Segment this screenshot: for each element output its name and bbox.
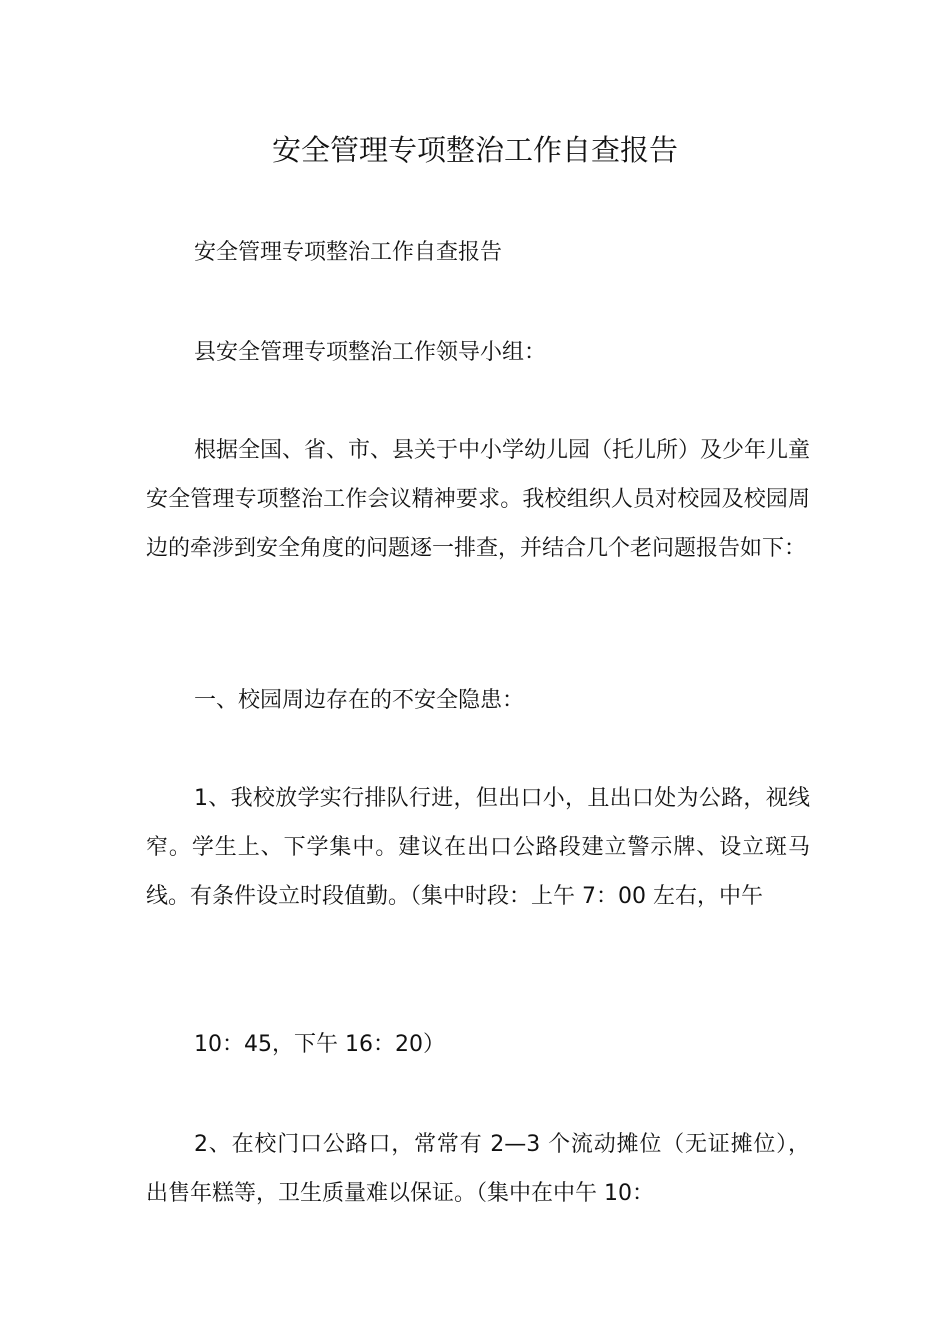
- paragraph-item-1: 1、我校放学实行排队行进，但出口小，且出口处为公路，视线窄。学生上、下学集中。建议在出口公路段建立警示牌、设立斑马线。有条件设立时段值勤。（集中时段：上午 7：00 左右，中午: [146, 786, 810, 909]
- document-title: 安全管理专项整治工作自查报告: [271, 133, 678, 167]
- paragraph-item-2: 2、在校门口公路口，常常有 2—3 个流动摊位（无证摊位），出售年糕等，卫生质量难以保证。（集中在中午 10：: [146, 1132, 810, 1206]
- paragraph-subtitle: 安全管理专项整治工作自查报告: [194, 240, 503, 265]
- paragraph-intro: 根据全国、省、市、县关于中小学幼儿园（托儿所）及少年儿童安全管理专项整治工作会议精神要求。我校组织人员对校园及校园周边的牵涉到安全角度的问题逐一排查，并结合几个老问题报告如下：: [146, 438, 811, 561]
- paragraph-salutation: 县安全管理专项整治工作领导小组：: [194, 340, 547, 365]
- paragraph-item-1-continued: 10：45，下午 16：20）: [194, 1032, 445, 1057]
- section-heading-1: 一、校园周边存在的不安全隐患：: [194, 688, 525, 713]
